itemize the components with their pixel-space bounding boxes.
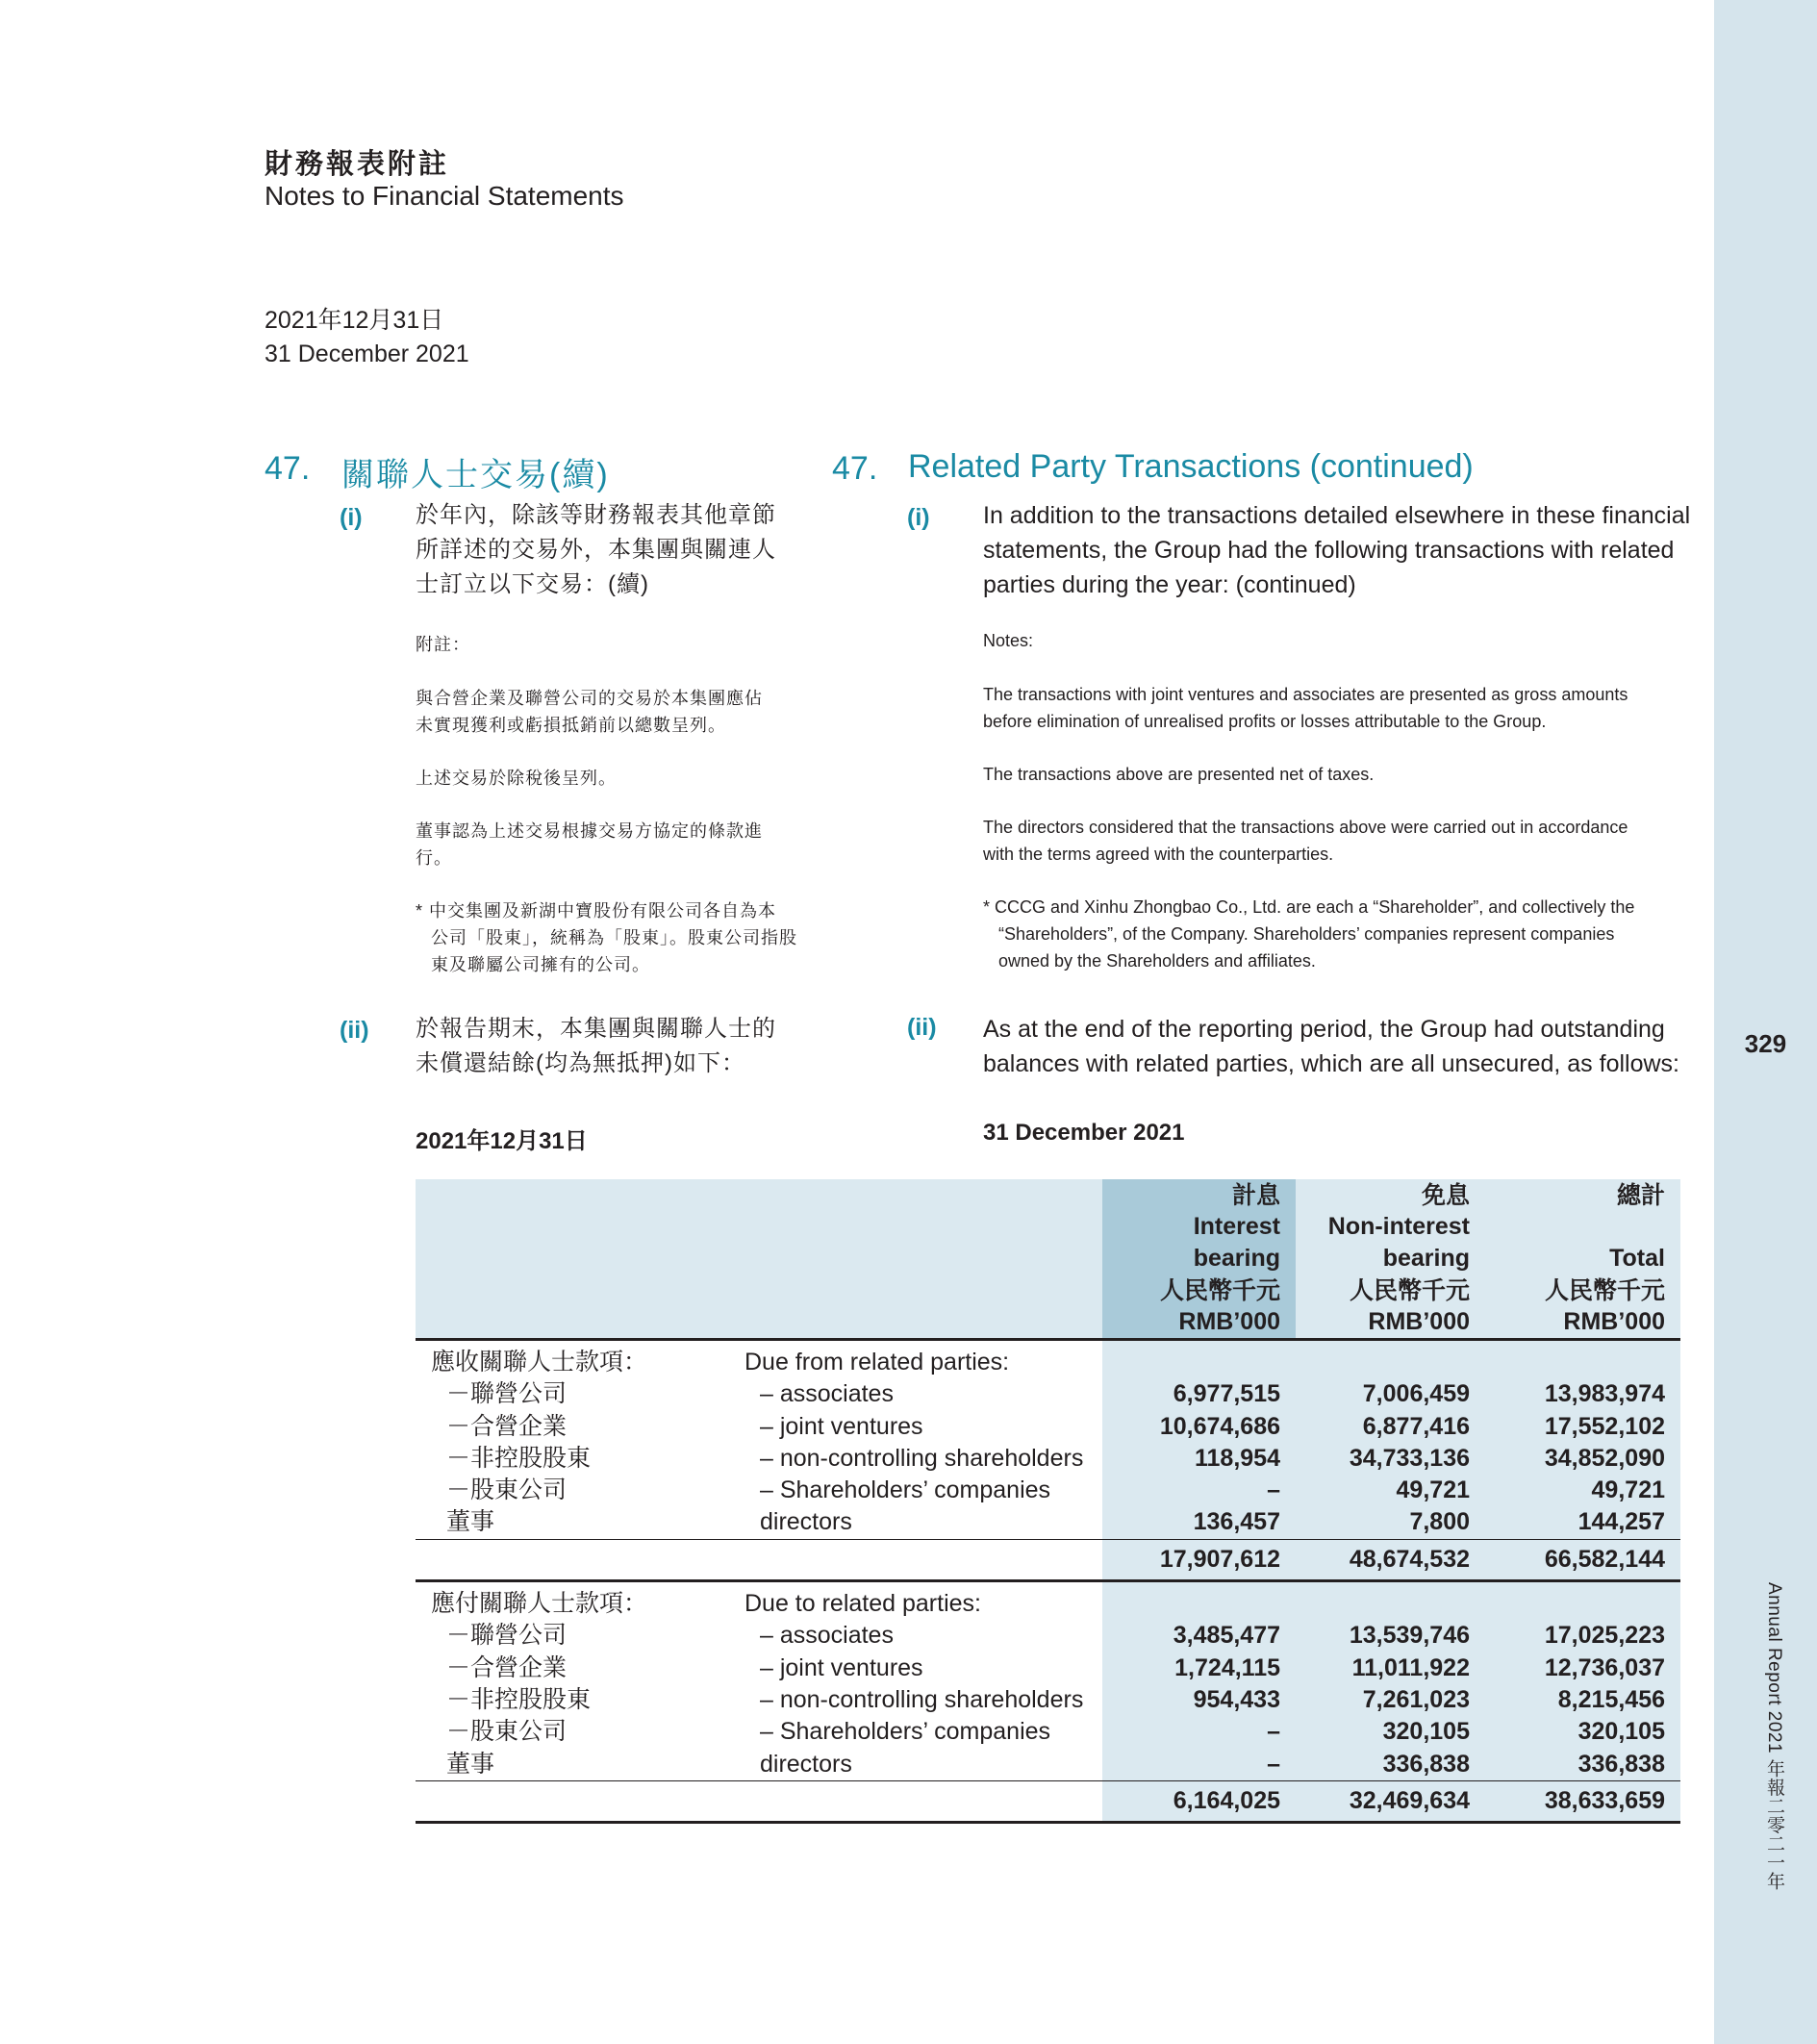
header-total — [1485, 1179, 1680, 1340]
page-title-en: Notes to Financial Statements — [265, 181, 624, 211]
row-label-en: – non-controlling shareholders — [760, 1685, 1084, 1713]
header-zh: 計息 — [1231, 1181, 1280, 1209]
value-non-interest: 13,539,746 — [1296, 1620, 1485, 1652]
text-line: In addition to the transactions detailed elsewhere in these financial — [983, 502, 1691, 529]
row-label-en: – joint ventures — [760, 1412, 923, 1440]
value-interest: 6,977,515 — [1102, 1378, 1296, 1410]
header-en — [1485, 1211, 1665, 1243]
total-total: 66,582,144 — [1485, 1539, 1680, 1580]
total-label-cell — [744, 1780, 1102, 1822]
row-label-en: – non-controlling shareholders — [760, 1444, 1084, 1472]
header-unit-zh: 人民幣千元 — [1544, 1276, 1665, 1304]
table-row — [416, 1506, 1680, 1539]
text-line: 未實現獲利或虧損抵銷前以總數呈列。 — [416, 716, 726, 735]
table-row — [416, 1653, 1680, 1684]
header-en: bearing — [1382, 1245, 1470, 1272]
row-label-en: directors — [760, 1750, 852, 1778]
value-total: 34,852,090 — [1485, 1443, 1680, 1475]
value-non-interest: 336,838 — [1296, 1749, 1485, 1781]
value-total: 320,105 — [1485, 1716, 1680, 1748]
value-non-interest: 7,261,023 — [1296, 1684, 1485, 1716]
section-number-zh: 47. — [265, 450, 311, 487]
row-label-en: – associates — [760, 1622, 894, 1650]
text-line: parties during the year: (continued) — [983, 571, 1356, 598]
note-2-en: The transactions above are presented net of taxes. — [983, 765, 1375, 784]
text-line: 公司「股東」，統稱為「股東」。股東公司指股 — [431, 928, 797, 947]
page-number: 329 — [1744, 1029, 1787, 1058]
row-label-zh: －股東公司 — [446, 1718, 568, 1746]
note-1-en — [983, 681, 1695, 735]
table-row — [416, 1684, 1680, 1716]
table-date-zh: 2021年12月31日 — [416, 1128, 588, 1154]
note-3-en — [983, 814, 1695, 868]
header-unit-zh: 人民幣千元 — [1159, 1276, 1280, 1304]
value-total: 336,838 — [1485, 1749, 1680, 1781]
table-total-row — [416, 1780, 1680, 1822]
value-non-interest: 7,006,459 — [1296, 1378, 1485, 1410]
table-row — [416, 1411, 1680, 1443]
value-cell — [1296, 1581, 1485, 1621]
header-empty-cell — [744, 1179, 1102, 1340]
total-label-cell — [416, 1780, 744, 1822]
report-date-zh: 2021年12月31日 — [265, 307, 444, 334]
value-cell — [1485, 1581, 1680, 1621]
value-non-interest: 320,105 — [1296, 1716, 1485, 1748]
value-cell — [1102, 1340, 1296, 1379]
header-unit-zh: 人民幣千元 — [1349, 1276, 1470, 1304]
item-i-label-en: (i) — [907, 504, 930, 531]
total-total: 38,633,659 — [1485, 1780, 1680, 1822]
text-line: 士訂立以下交易：(續) — [416, 571, 649, 597]
header-en: Total — [1609, 1245, 1665, 1272]
total-label-cell — [416, 1539, 744, 1580]
row-label-en: – joint ventures — [760, 1653, 923, 1681]
note-2-zh: 上述交易於除稅後呈列。 — [416, 769, 617, 788]
row-label-zh: －股東公司 — [446, 1476, 568, 1504]
value-total: 8,215,456 — [1485, 1684, 1680, 1716]
item-i-label-zh: (i) — [340, 504, 363, 531]
row-label-zh: －聯營公司 — [446, 1380, 568, 1408]
section-title-en: Due to related parties: — [744, 1590, 981, 1618]
row-label-zh: －非控股股東 — [446, 1444, 592, 1472]
value-interest: – — [1102, 1749, 1296, 1781]
page-title-zh: 財務報表附註 — [265, 147, 450, 180]
header-interest-bearing — [1102, 1179, 1296, 1340]
text-line: As at the end of the reporting period, the Group had outstanding — [983, 1016, 1665, 1043]
item-i-text-en — [983, 498, 1695, 602]
item-i-text-zh — [416, 498, 800, 602]
item-ii-label-en: (ii) — [907, 1014, 937, 1041]
value-cell — [1485, 1340, 1680, 1379]
total-non-interest: 48,674,532 — [1296, 1539, 1485, 1580]
text-line: 所詳述的交易外，本集團與關連人 — [416, 537, 776, 563]
notes-label-en: Notes: — [983, 631, 1034, 650]
value-interest: 3,485,477 — [1102, 1620, 1296, 1652]
table-row — [416, 1475, 1680, 1506]
value-interest: 10,674,686 — [1102, 1411, 1296, 1443]
item-ii-text-zh — [416, 1012, 800, 1081]
text-line: 行。 — [416, 848, 452, 868]
table-row — [416, 1749, 1680, 1781]
total-non-interest: 32,469,634 — [1296, 1780, 1485, 1822]
row-label-zh: －合營企業 — [446, 1412, 568, 1440]
table-section-title-row — [416, 1581, 1680, 1621]
header-zh: 免息 — [1421, 1181, 1470, 1209]
note-1-zh — [416, 685, 800, 739]
text-line: The transactions with joint ventures and associates are presented as gross amounts — [983, 685, 1628, 704]
header-unit-en: RMB’000 — [1563, 1308, 1665, 1335]
value-total: 144,257 — [1485, 1506, 1680, 1539]
section-title-en: Due from related parties: — [744, 1349, 1010, 1375]
item-ii-text-en — [983, 1012, 1695, 1081]
value-non-interest: 49,721 — [1296, 1475, 1485, 1506]
text-line: statements, the Group had the following transactions with related — [983, 537, 1675, 564]
value-interest: 136,457 — [1102, 1506, 1296, 1539]
text-line: * 中交集團及新湖中寶股份有限公司各自為本 — [416, 901, 777, 921]
section-number-en: 47. — [832, 450, 878, 487]
value-total: 17,025,223 — [1485, 1620, 1680, 1652]
section-title-en: Related Party Transactions (continued) — [908, 448, 1474, 485]
table-row — [416, 1716, 1680, 1748]
table-total-row — [416, 1539, 1680, 1580]
value-non-interest: 34,733,136 — [1296, 1443, 1485, 1475]
row-label-zh: －聯營公司 — [446, 1622, 568, 1650]
value-total: 49,721 — [1485, 1475, 1680, 1506]
value-total: 13,983,974 — [1485, 1378, 1680, 1410]
value-interest: – — [1102, 1475, 1296, 1506]
value-non-interest: 11,011,922 — [1296, 1653, 1485, 1684]
text-line: before elimination of unrealised profits or losses attributable to the Group. — [983, 712, 1547, 731]
total-label-cell — [744, 1539, 1102, 1580]
value-interest: 954,433 — [1102, 1684, 1296, 1716]
value-cell — [1102, 1581, 1296, 1621]
text-line: with the terms agreed with the counterparties. — [983, 845, 1334, 864]
text-line: 東及聯屬公司擁有的公司。 — [431, 955, 650, 974]
table-row — [416, 1443, 1680, 1475]
value-cell — [1296, 1340, 1485, 1379]
row-label-zh: －非控股股東 — [446, 1685, 592, 1713]
text-line: * CCCG and Xinhu Zhongbao Co., Ltd. are each a “Shareholder”, and collectively the — [983, 897, 1635, 917]
table-header-row — [416, 1179, 1680, 1340]
text-line: 未償還結餘(均為無抵押)如下： — [416, 1050, 745, 1076]
table-section-title-row — [416, 1340, 1680, 1379]
row-label-en: directors — [760, 1508, 852, 1536]
section-title-zh: 應收關聯人士款項： — [431, 1349, 648, 1375]
total-interest: 17,907,612 — [1102, 1539, 1296, 1580]
header-unit-en: RMB’000 — [1368, 1308, 1470, 1335]
header-non-interest-bearing — [1296, 1179, 1485, 1340]
header-unit-en: RMB’000 — [1178, 1308, 1280, 1335]
value-interest: – — [1102, 1716, 1296, 1748]
header-en: Non-interest — [1327, 1213, 1470, 1240]
row-label-en: – Shareholders’ companies — [760, 1476, 1051, 1504]
report-date-en: 31 December 2021 — [265, 341, 469, 367]
value-interest: 1,724,115 — [1102, 1653, 1296, 1684]
text-line: 於年內，除該等財務報表其他章節 — [416, 502, 776, 528]
notes-label-zh: 附註： — [416, 635, 470, 654]
value-non-interest: 7,800 — [1296, 1506, 1485, 1539]
row-label-en: – associates — [760, 1380, 894, 1408]
row-label-zh: －合營企業 — [446, 1653, 568, 1681]
row-label-en: – Shareholders’ companies — [760, 1718, 1051, 1746]
note-3-zh — [416, 818, 800, 871]
text-line: The directors considered that the transactions above were carried out in accordance — [983, 818, 1628, 837]
item-ii-label-zh: (ii) — [340, 1017, 369, 1044]
value-interest: 118,954 — [1102, 1443, 1296, 1475]
footnote-star-en — [983, 894, 1695, 974]
text-line: 與合營企業及聯營公司的交易於本集團應佔 — [416, 689, 763, 708]
header-en: Interest — [1193, 1213, 1280, 1240]
footnote-star-zh — [416, 897, 800, 978]
annual-report-caption: Annual Report 2021 年報二零二一年 — [1764, 1582, 1784, 1891]
row-label-zh: 董事 — [446, 1508, 495, 1536]
table-date-en: 31 December 2021 — [983, 1120, 1185, 1146]
text-line: 董事認為上述交易根據交易方協定的條款進 — [416, 821, 763, 841]
section-title-zh: 關聯人士交易(續) — [341, 457, 610, 493]
text-line: “Shareholders”, of the Company. Shareholders’ companies represent companies — [998, 924, 1615, 944]
table-row — [416, 1620, 1680, 1652]
total-interest: 6,164,025 — [1102, 1780, 1296, 1822]
text-line: owned by the Shareholders and affiliates. — [998, 951, 1316, 971]
table-row — [416, 1378, 1680, 1410]
value-total: 17,552,102 — [1485, 1411, 1680, 1443]
header-en: bearing — [1193, 1245, 1280, 1272]
related-party-balances-table — [416, 1179, 1680, 1824]
header-empty-cell — [416, 1179, 744, 1340]
value-total: 12,736,037 — [1485, 1653, 1680, 1684]
section-title-zh: 應付關聯人士款項： — [431, 1590, 648, 1618]
value-non-interest: 6,877,416 — [1296, 1411, 1485, 1443]
row-label-zh: 董事 — [446, 1750, 495, 1778]
text-line: 於報告期末，本集團與關聯人士的 — [416, 1016, 776, 1042]
text-line: balances with related parties, which are all unsecured, as follows: — [983, 1050, 1679, 1077]
header-zh: 總計 — [1616, 1181, 1665, 1209]
